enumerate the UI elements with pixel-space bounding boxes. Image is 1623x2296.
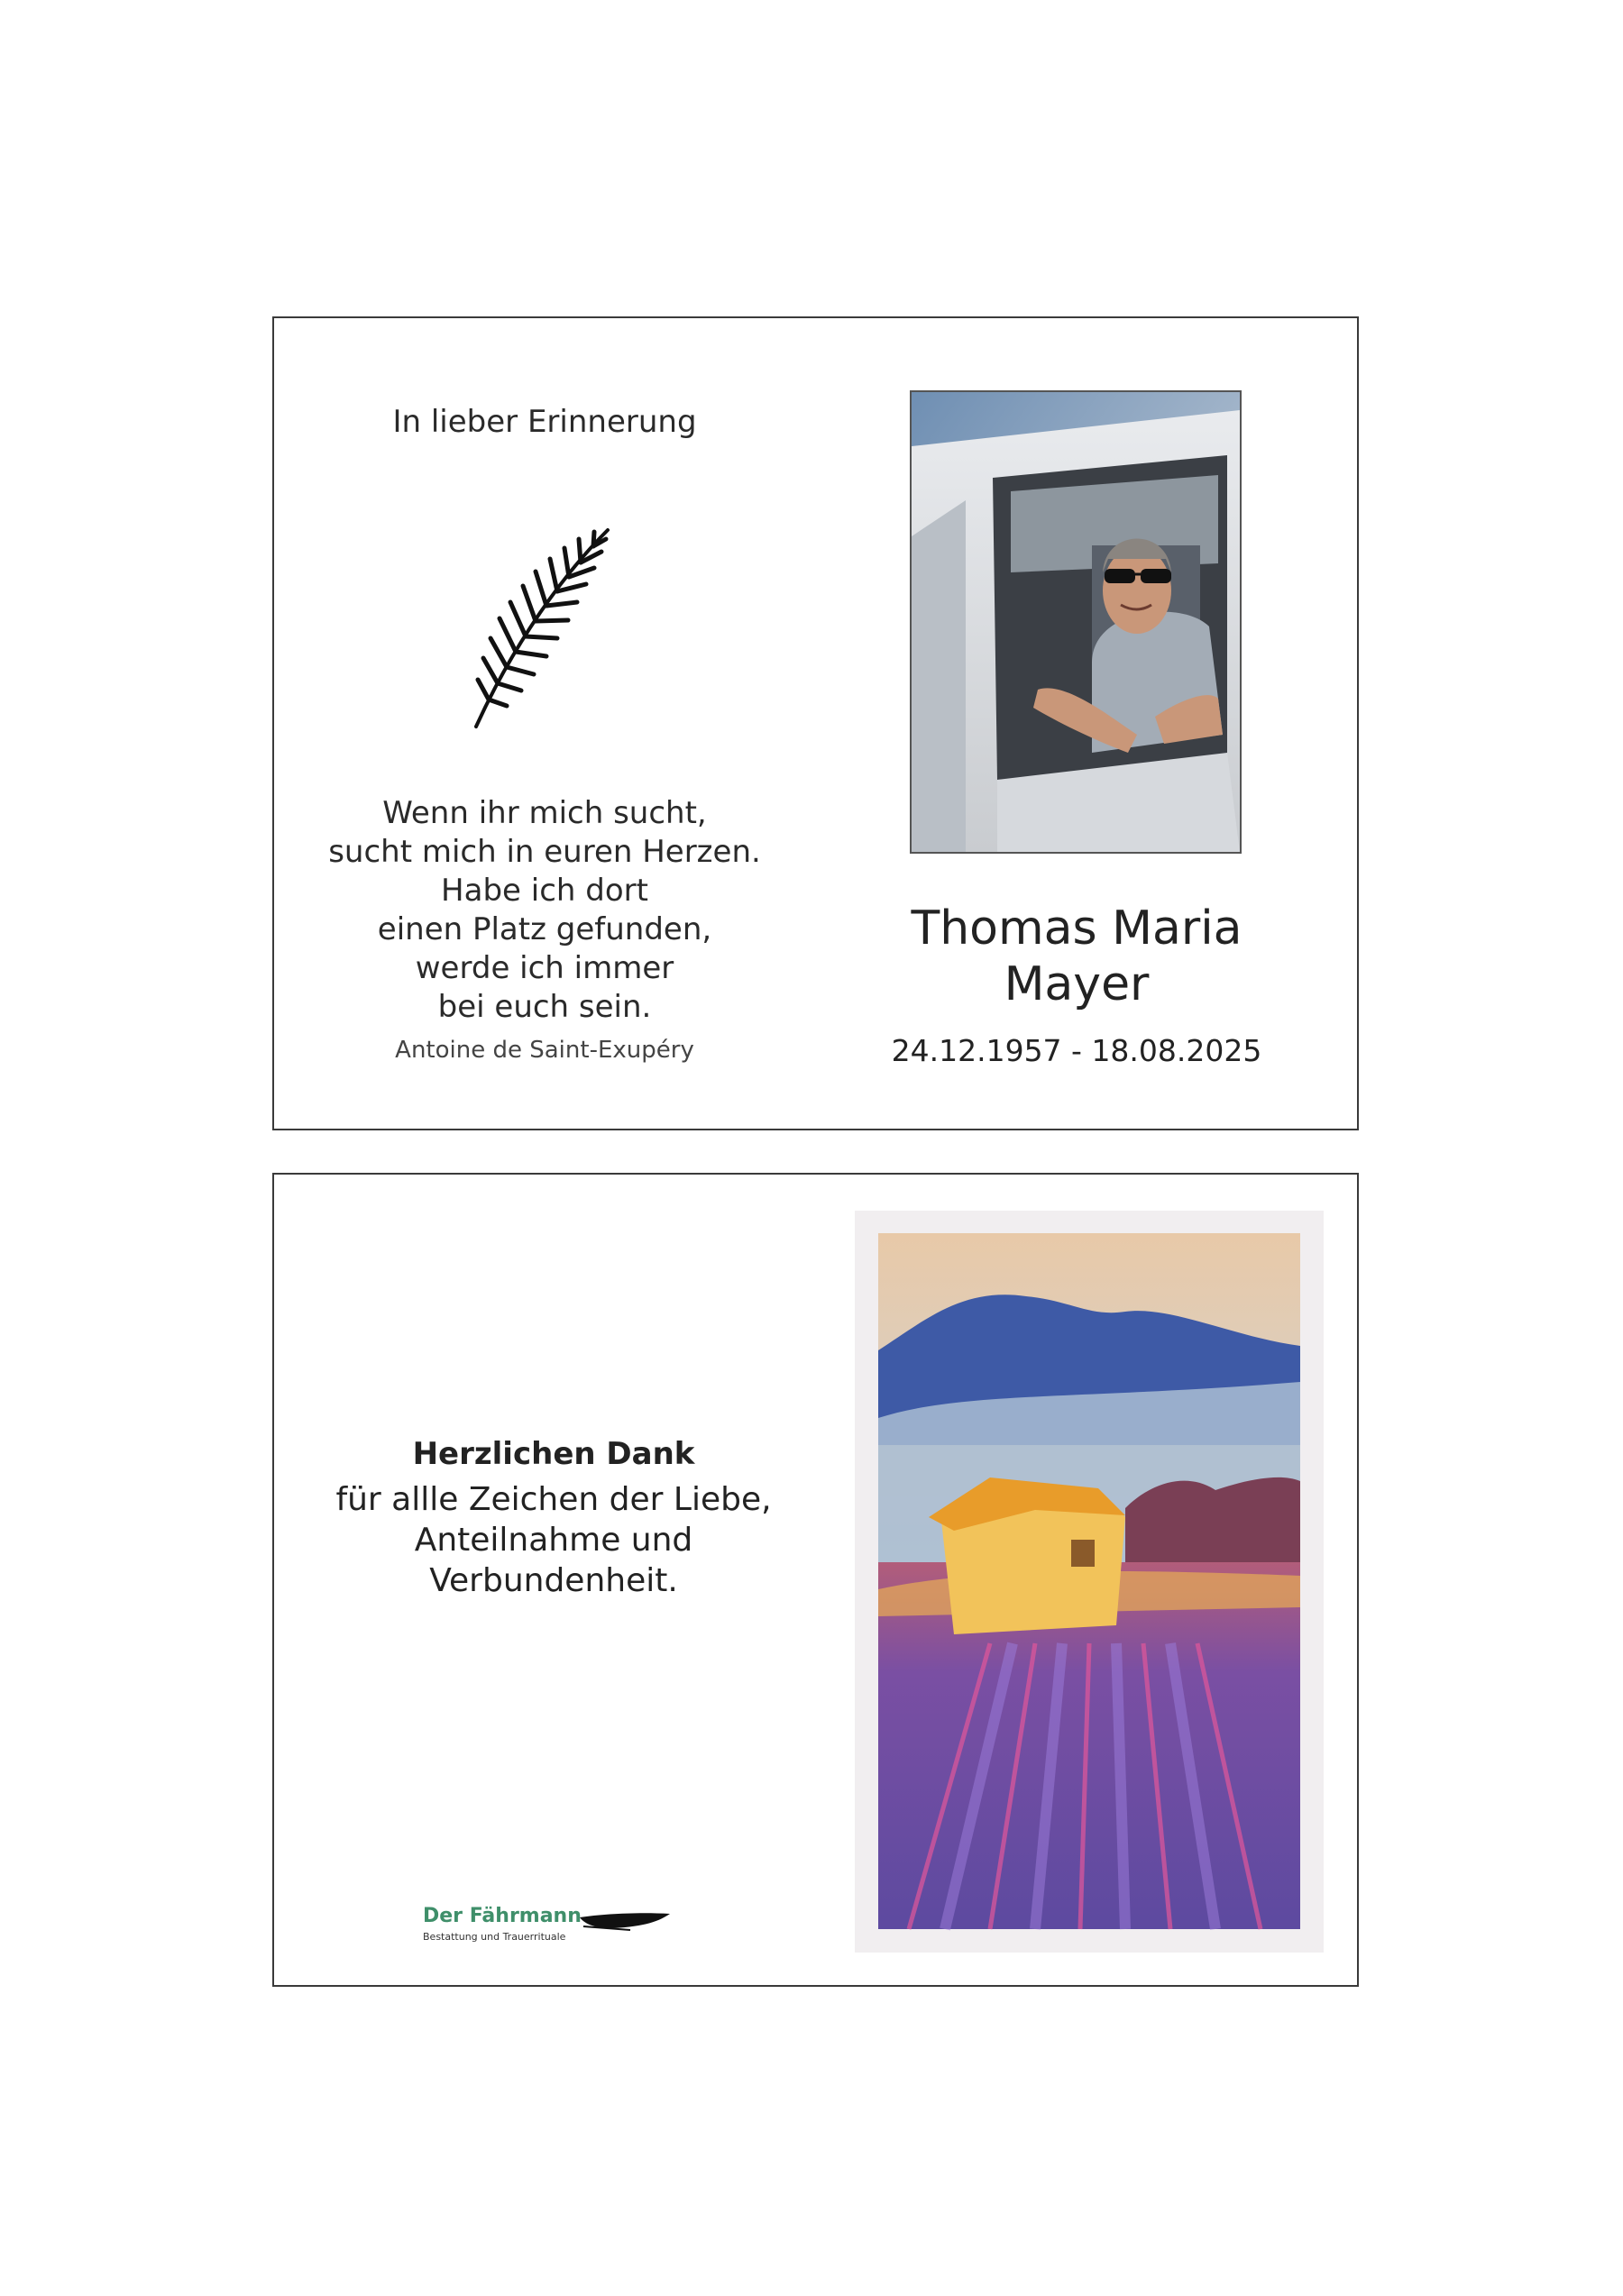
poem-line: einen Platz gefunden,	[377, 911, 712, 947]
portrait-photo	[910, 390, 1242, 854]
thanks-text	[310, 1479, 797, 1601]
poem-line: werde ich immer	[415, 950, 674, 986]
life-dates: 24.12.1957 - 18.08.2025	[891, 1033, 1262, 1068]
thanks-title: Herzlichen Dank	[412, 1436, 695, 1472]
thanks-line: Anteilnahme und	[414, 1522, 693, 1559]
logo-name: Der Fährmann	[423, 1905, 582, 1927]
poem-line: bei euch sein.	[437, 989, 652, 1025]
memorial-card-back	[272, 1173, 1359, 1987]
deceased-name	[851, 901, 1302, 1012]
poem-line: Habe ich dort	[441, 873, 648, 909]
poem-line: Wenn ihr mich sucht,	[382, 795, 707, 831]
poem-author: Antoine de Saint-Exupéry	[395, 1037, 694, 1064]
logo-subtitle: Bestattung und Trauerrituale	[423, 1931, 566, 1943]
name-line: Mayer	[1004, 957, 1150, 1011]
name-line: Thomas Maria	[911, 901, 1242, 956]
palm-leaf-icon	[463, 521, 617, 737]
memorial-card-front	[272, 316, 1359, 1130]
poem	[310, 794, 779, 1027]
thanks-line: für allle Zeichen der Liebe,	[335, 1481, 772, 1518]
intro-heading: In lieber Erinnerung	[392, 404, 697, 440]
thanks-line: Verbundenheit.	[429, 1562, 678, 1599]
lavender-field-painting	[855, 1211, 1324, 1953]
funeral-home-logo	[423, 1905, 675, 1945]
poem-line: sucht mich in euren Herzen.	[328, 834, 761, 870]
boat-brush-icon	[576, 1908, 675, 1935]
